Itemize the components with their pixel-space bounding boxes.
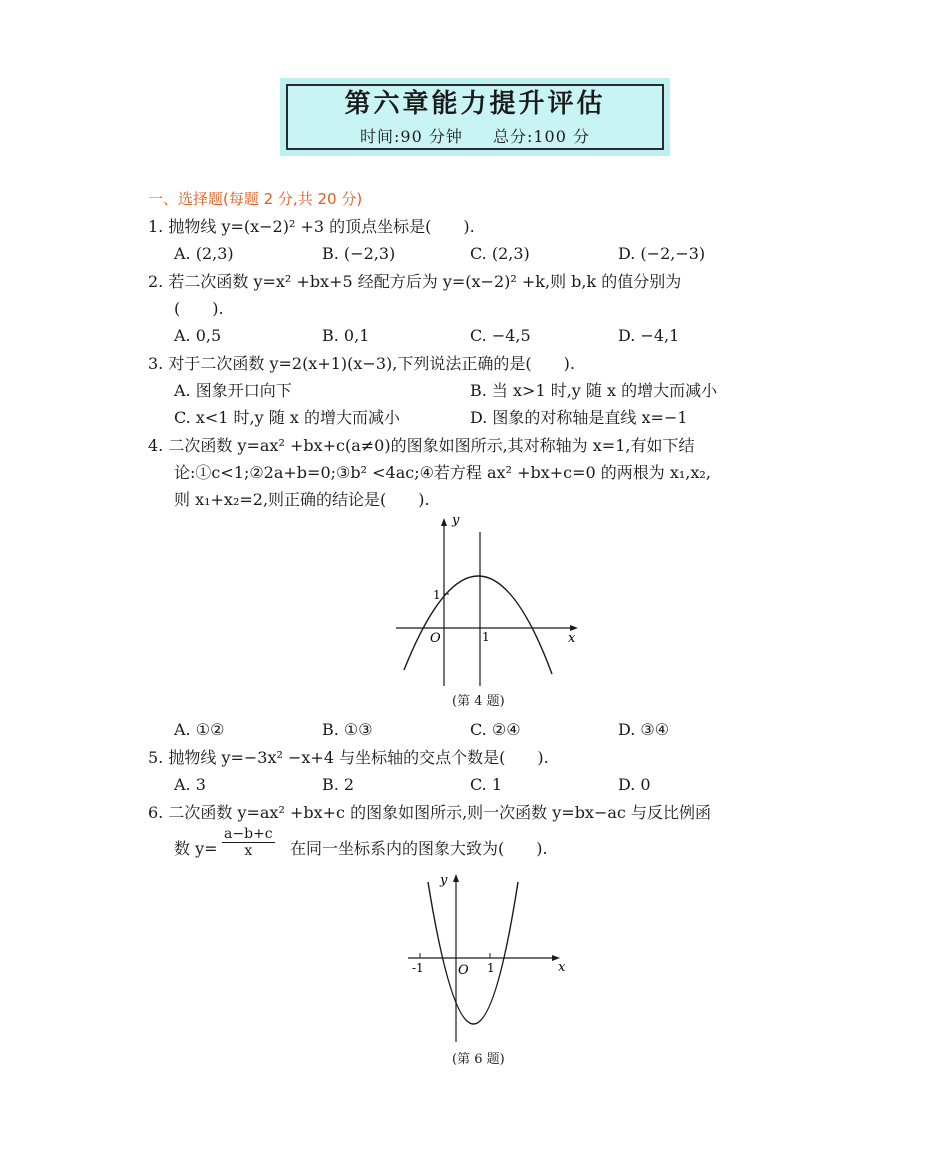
q3-option-b: B. 当 x>1 时,y 随 x 的增大而减小 xyxy=(470,381,718,400)
q2-option-c: C. −4,5 xyxy=(470,326,531,345)
q5-option-d: D. 0 xyxy=(618,775,651,794)
q3-stem: 3. 对于二次函数 y=2(x+1)(x−3),下列说法正确的是( ). xyxy=(148,354,575,373)
q6-graph xyxy=(400,866,580,1046)
q5-option-b: B. 2 xyxy=(322,775,355,794)
q6-parabola xyxy=(428,882,518,1024)
q2-option-b: B. 0,1 xyxy=(322,326,370,345)
q4-option-c: C. ②④ xyxy=(470,720,521,739)
q6-origin-label: O xyxy=(458,963,469,978)
section-heading: 一、选择题(每题 2 分,共 20 分) xyxy=(148,190,363,208)
q4-stem-line1: 4. 二次函数 y=ax² +bx+c(a≠0)的图象如图所示,其对称轴为 x=1,有如下结 xyxy=(148,436,695,455)
q5-stem: 5. 抛物线 y=−3x² −x+4 与坐标轴的交点个数是( ). xyxy=(148,748,549,767)
q2-stem-line1: 2. 若二次函数 y=x² +bx+5 经配方后为 y=(x−2)² +k,则 b,k 的值分别为 xyxy=(148,272,682,291)
q6-neg-one-label: -1 xyxy=(412,961,424,975)
q4-x-label: x xyxy=(568,631,576,646)
q5-option-a: A. 3 xyxy=(174,775,206,794)
q4-graph xyxy=(390,510,590,690)
q6-caption: (第 6 题) xyxy=(452,1052,505,1067)
q2-option-d: D. −4,1 xyxy=(618,326,680,345)
q6-fraction xyxy=(222,826,275,859)
q1-option-b: B. (−2,3) xyxy=(322,244,396,263)
q2-stem-line2: ( ). xyxy=(174,299,224,318)
q4-parabola xyxy=(404,576,552,674)
q3-option-a: A. 图象开口向下 xyxy=(174,381,292,400)
q4-stem-line3: 则 x₁+x₂=2,则正确的结论是( ). xyxy=(174,490,430,509)
time-limit: 时间:90 分钟 xyxy=(360,126,463,146)
page-title: 第六章能力提升评估 xyxy=(344,88,606,119)
q1-option-a: A. (2,3) xyxy=(174,244,234,263)
q1-stem: 1. 抛物线 y=(x−2)² +3 的顶点坐标是( ). xyxy=(148,217,475,236)
title-subline xyxy=(348,124,602,147)
title-inner xyxy=(286,84,664,150)
q6-stem-line2-post: 在同一坐标系内的图象大致为( ). xyxy=(290,839,548,858)
q6-fraction-numerator: a−b+c xyxy=(224,826,273,842)
q6-stem-line2-pre: 数 y= xyxy=(174,839,218,858)
q4-option-a: A. ①② xyxy=(174,720,225,739)
q6-stem-line1: 6. 二次函数 y=ax² +bx+c 的图象如图所示,则一次函数 y=bx−ac 与反比例函 xyxy=(148,803,711,822)
q1-option-c: C. (2,3) xyxy=(470,244,530,263)
total-score: 总分:100 分 xyxy=(492,126,590,146)
q4-y-arrow-icon xyxy=(441,518,447,526)
q3-option-d: D. 图象的对称轴是直线 x=−1 xyxy=(470,408,688,427)
q4-stem-line2: 论:①c<1;②2a+b=0;③b² <4ac;④若方程 ax² +bx+c=0 的两根为 x₁,x₂, xyxy=(174,463,711,482)
q3-option-c: C. x<1 时,y 随 x 的增大而减小 xyxy=(174,408,400,427)
q4-y-label: y xyxy=(452,513,460,528)
q4-option-d: D. ③④ xyxy=(618,720,670,739)
q4-x-one-label: 1 xyxy=(482,630,490,644)
q6-one-label: 1 xyxy=(487,961,495,975)
q6-fraction-denominator: x xyxy=(244,843,253,859)
title-box xyxy=(280,78,670,156)
q6-y-arrow-icon xyxy=(453,874,459,882)
q4-option-b: B. ①③ xyxy=(322,720,373,739)
q6-y-label: y xyxy=(440,873,448,888)
q5-option-c: C. 1 xyxy=(470,775,503,794)
q6-x-label: x xyxy=(558,960,566,975)
q4-caption: (第 4 题) xyxy=(452,694,505,709)
q4-origin-label: O xyxy=(430,631,441,646)
q2-option-a: A. 0,5 xyxy=(174,326,222,345)
q1-option-d: D. (−2,−3) xyxy=(618,244,706,263)
q4-y-one-label: 1 xyxy=(433,588,441,602)
